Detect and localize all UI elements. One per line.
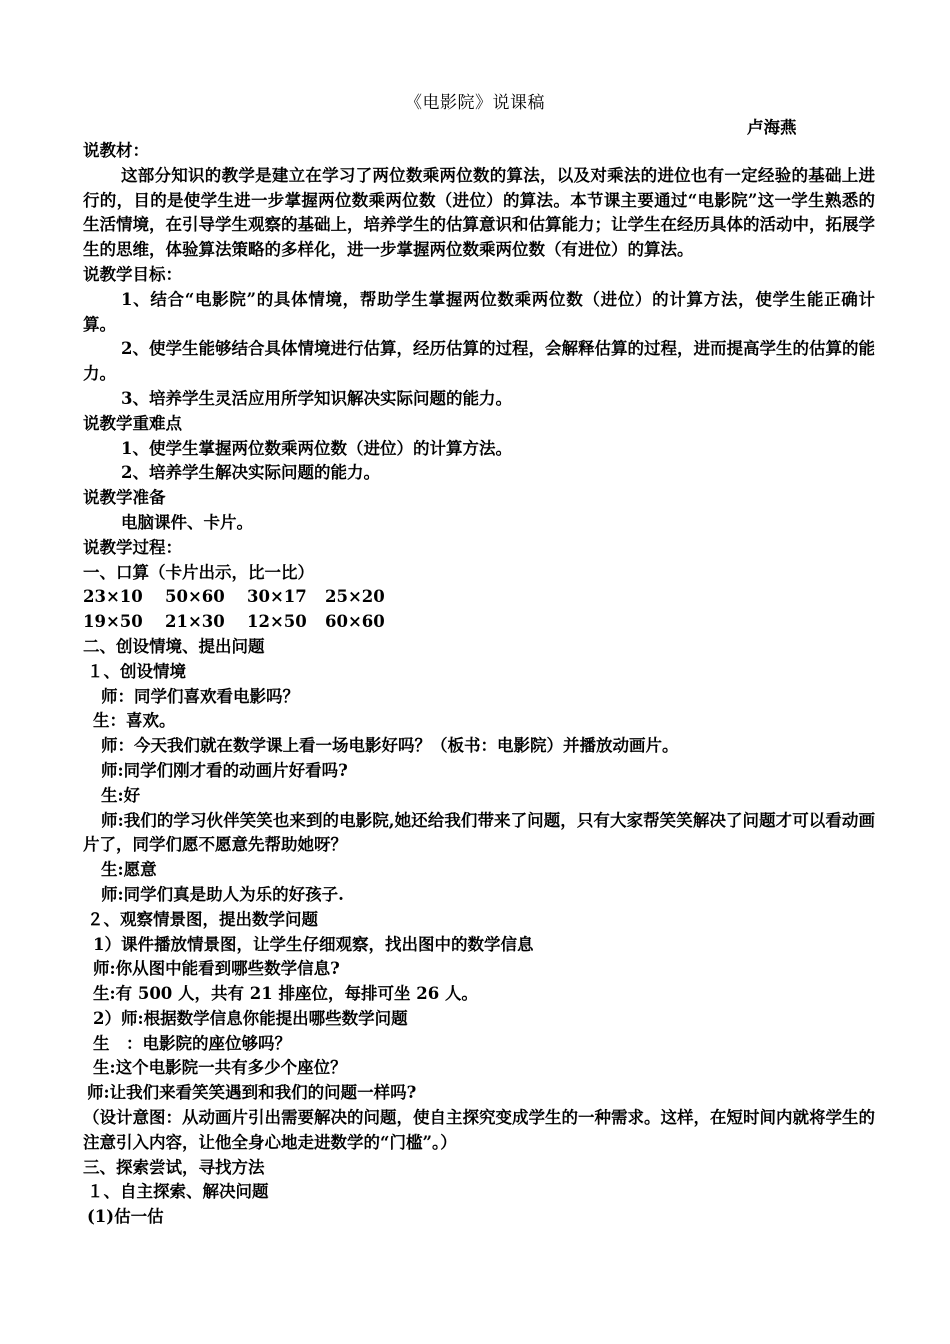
goal-item: 1、结合“电影院”的具体情境，帮助学生掌握两位数乘两位数（进位）的计算方法，使学生能正确计算。 bbox=[83, 289, 875, 334]
dialogue-line: 生:愿意 bbox=[101, 860, 157, 880]
part3-subitem: (1)估一估 bbox=[87, 1207, 164, 1227]
dialogue-line: 生：喜欢。 bbox=[93, 711, 176, 731]
section-heading-textbook: 说教材： bbox=[83, 141, 149, 160]
calc-item: 19×50 bbox=[83, 612, 143, 632]
keypoint-item: 2、培养学生解决实际问题的能力。 bbox=[121, 463, 380, 483]
calc-row bbox=[83, 610, 875, 635]
calc-item: 25×20 bbox=[325, 587, 385, 607]
calc-item: 60×60 bbox=[325, 612, 385, 632]
calc-row bbox=[83, 585, 875, 610]
textbook-paragraph: 这部分知识的教学是建立在学习了两位数乘两位数的算法，以及对乘法的进位也有一定经验的基础上进行的，目的是使学生进一步掌握两位数乘两位数（进位）的算法。本节课主要通过“电影院”这一学生熟悉的生活情境，在引导学生观察的基础上，培养学生的估算意识和估算能力；让学生在经历具体的活动中，拓展学生的思维，体验算法策略的多样化，进一步掌握两位数乘两位数（有进位）的算法。 bbox=[83, 165, 875, 260]
calc-item: 30×17 bbox=[247, 587, 307, 607]
document-title: 《电影院》说课稿 bbox=[405, 93, 545, 113]
preparation-text: 电脑课件、卡片。 bbox=[121, 512, 253, 532]
part2-subheading: ２、观察情景图，提出数学问题 bbox=[87, 909, 318, 929]
dialogue-line: 生:好 bbox=[101, 785, 141, 805]
dialogue-line: 师:同学们刚才看的动画片好看吗? bbox=[101, 760, 348, 780]
observation-line: 生:这个电影院一共有多少个座位？ bbox=[93, 1058, 347, 1078]
calc-item: 50×60 bbox=[165, 587, 225, 607]
calc-item: 12×50 bbox=[247, 612, 307, 632]
observation-line: 师:你从图中能看到哪些数学信息? bbox=[93, 959, 340, 979]
observation-line: 师:让我们来看笑笑遇到和我们的问题一样吗? bbox=[87, 1083, 417, 1103]
dialogue-line: 师：今天我们就在数学课上看一场电影好吗？（板书：电影院）并播放动画片。 bbox=[101, 736, 679, 756]
observation-line: 2）师:根据数学信息你能提出哪些数学问题 bbox=[93, 1008, 408, 1028]
calc-item: 21×30 bbox=[165, 612, 225, 632]
goal-item: 2、使学生能够结合具体情境进行估算，经历估算的过程，会解释估算的过程，进而提高学生的估算的能力。 bbox=[83, 339, 875, 384]
section-heading-goals: 说教学目标： bbox=[83, 264, 182, 284]
design-intent-note: （设计意图：从动画片引出需要解决的问题，使自主探究变成学生的一种需求。这样，在短时间内就将学生的注意引入内容，让他全身心地走进数学的“门槛”。） bbox=[83, 1108, 875, 1152]
section-heading-process: 说教学过程： bbox=[83, 537, 182, 557]
part3-heading: 三、探索尝试，寻找方法 bbox=[83, 1157, 265, 1177]
dialogue-line: 师:同学们真是助人为乐的好孩子. bbox=[101, 884, 344, 904]
observation-line: 生:有 500 人，共有 21 排座位，每排可坐 26 人。 bbox=[93, 984, 478, 1004]
section-heading-keypoints: 说教学重难点 bbox=[83, 413, 182, 433]
part2-subheading: １、创设情境 bbox=[87, 661, 186, 681]
part2-heading: 二、创设情境、提出问题 bbox=[83, 636, 265, 656]
document-body bbox=[83, 139, 875, 1230]
author-name: 卢海燕 bbox=[747, 118, 797, 137]
part1-heading: 一、口算（卡片出示，比一比） bbox=[83, 562, 314, 582]
goal-item: 3、培养学生灵活应用所学知识解决实际问题的能力。 bbox=[121, 388, 512, 408]
observation-line: 生 ：电影院的座位够吗？ bbox=[93, 1033, 291, 1053]
calc-item: 23×10 bbox=[83, 587, 143, 607]
section-heading-preparation: 说教学准备 bbox=[83, 488, 166, 508]
keypoint-item: 1、使学生掌握两位数乘两位数（进位）的计算方法。 bbox=[121, 438, 512, 458]
part3-subheading: １、自主探索、解决问题 bbox=[87, 1182, 269, 1202]
dialogue-line: 师：同学们喜欢看电影吗？ bbox=[101, 686, 299, 706]
observation-line: 1）课件播放情景图，让学生仔细观察，找出图中的数学信息 bbox=[93, 934, 534, 954]
dialogue-line: 师:我们的学习伙伴笑笑也来到的电影院,她还给我们带来了问题，只有大家帮笑笑解决了问题才可以看动画片了，同学们愿不愿意先帮助她呀？ bbox=[83, 810, 875, 855]
